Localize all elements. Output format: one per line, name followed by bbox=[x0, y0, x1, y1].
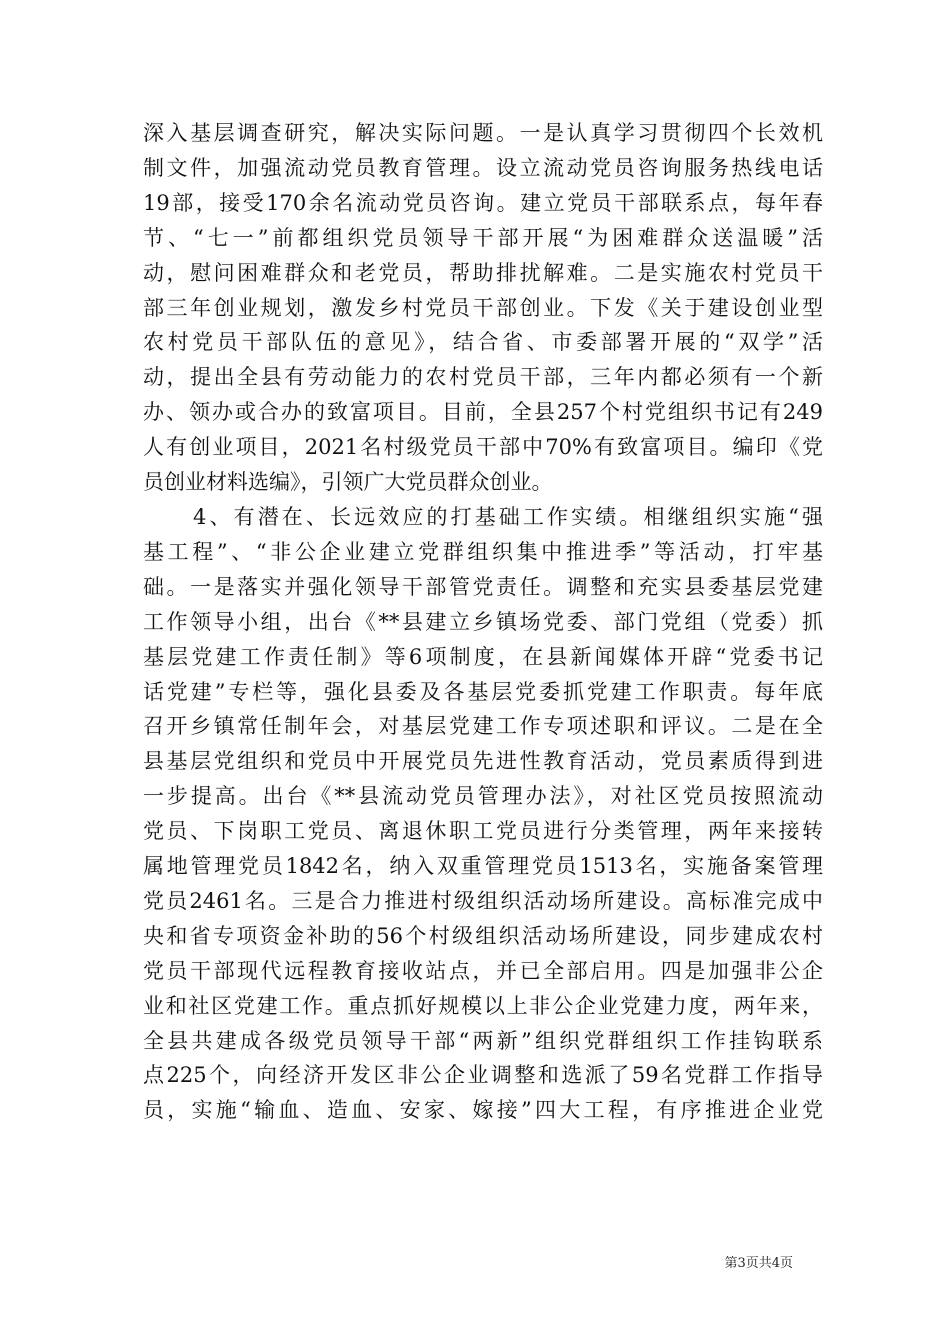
paragraph-line: 央和省专项资金补助的56个村级组织活动场所建设，同步建成农村 bbox=[143, 923, 823, 948]
paragraph-line: 点225个，向经济开发区非公企业调整和选派了59名党群工作指导 bbox=[143, 1063, 823, 1088]
paragraph-line: 基工程”、“非公企业建立党群组织集中推进季”等活动，打牢基 bbox=[143, 539, 823, 564]
paragraph-line: 召开乡镇常任制年会，对基层党建工作专项述职和评议。二是在全 bbox=[143, 714, 823, 739]
paragraph-line: 办、领办或合办的致富项目。目前，全县257个村党组织书记有249 bbox=[143, 400, 823, 425]
paragraph-line: 动，慰问困难群众和老党员，帮助排扰解难。二是实施农村党员干 bbox=[143, 260, 823, 285]
paragraph-line: 业和社区党建工作。重点抓好规模以上非公企业党建力度，两年来， bbox=[143, 993, 823, 1018]
paragraph-line: 话党建”专栏等，强化县委及各基层党委抓党建工作职责。每年底 bbox=[143, 679, 823, 704]
paragraph-line: 县基层党组织和党员中开展党员先进性教育活动，党员素质得到进 bbox=[143, 749, 823, 774]
paragraph-line: 党员干部现代远程教育接收站点，并已全部启用。四是加强非公企 bbox=[143, 958, 823, 983]
paragraph-line: 基层党建工作责任制》等6项制度，在县新闻媒体开辟“党委书记 bbox=[143, 644, 823, 669]
paragraph-line: 员创业材料选编》，引领广大党员群众创业。 bbox=[143, 470, 553, 495]
page-number-footer: 第3页共4页 bbox=[724, 1256, 793, 1271]
paragraph-line: 全县共建成各级党员领导干部“两新”组织党群组织工作挂钩联系 bbox=[143, 1028, 823, 1053]
paragraph-line: 深入基层调查研究，解决实际问题。一是认真学习贯彻四个长效机 bbox=[143, 121, 823, 145]
paragraph-line: 农村党员干部队伍的意见》，结合省、市委部署开展的“双学”活 bbox=[143, 330, 823, 355]
paragraph bbox=[143, 500, 823, 1128]
paragraph-line: 19部，接受170余名流动党员咨询。建立党员干部联系点，每年春 bbox=[143, 190, 823, 215]
paragraph-line: 础。一是落实并强化领导干部管党责任。调整和充实县委基层党建 bbox=[143, 574, 823, 599]
paragraph-line: 一步提高。出台《**县流动党员管理办法》，对社区党员按照流动 bbox=[143, 784, 823, 809]
paragraph-line: 人有创业项目，2021名村级党员干部中70%有致富项目。编印《党 bbox=[143, 435, 823, 460]
paragraph bbox=[143, 116, 823, 500]
paragraph-line: 党员、下岗职工党员、离退休职工党员进行分类管理，两年来接转 bbox=[143, 819, 823, 844]
paragraph-line: 4、有潜在、长远效应的打基础工作实绩。相继组织实施“强 bbox=[193, 504, 823, 529]
paragraph-line: 节、“七一”前都组织党员领导干部开展“为困难群众送温暖”活 bbox=[143, 225, 823, 250]
paragraph-line: 制文件，加强流动党员教育管理。设立流动党员咨询服务热线电话 bbox=[143, 155, 823, 180]
paragraph-line: 部三年创业规划，激发乡村党员干部创业。下发《关于建设创业型 bbox=[143, 295, 823, 320]
paragraph-line: 党员2461名。三是合力推进村级组织活动场所建设。高标准完成中 bbox=[143, 888, 823, 913]
document-body bbox=[143, 116, 823, 1128]
paragraph-line: 工作领导小组，出台《**县建立乡镇场党委、部门党组（党委）抓 bbox=[143, 609, 823, 634]
paragraph-line: 动，提出全县有劳动能力的农村党员干部，三年内都必须有一个新 bbox=[143, 365, 823, 390]
paragraph-line: 员，实施“输血、造血、安家、嫁接”四大工程，有序推进企业党 bbox=[143, 1098, 823, 1123]
paragraph-line: 属地管理党员1842名，纳入双重管理党员1513名，实施备案管理 bbox=[143, 854, 823, 879]
